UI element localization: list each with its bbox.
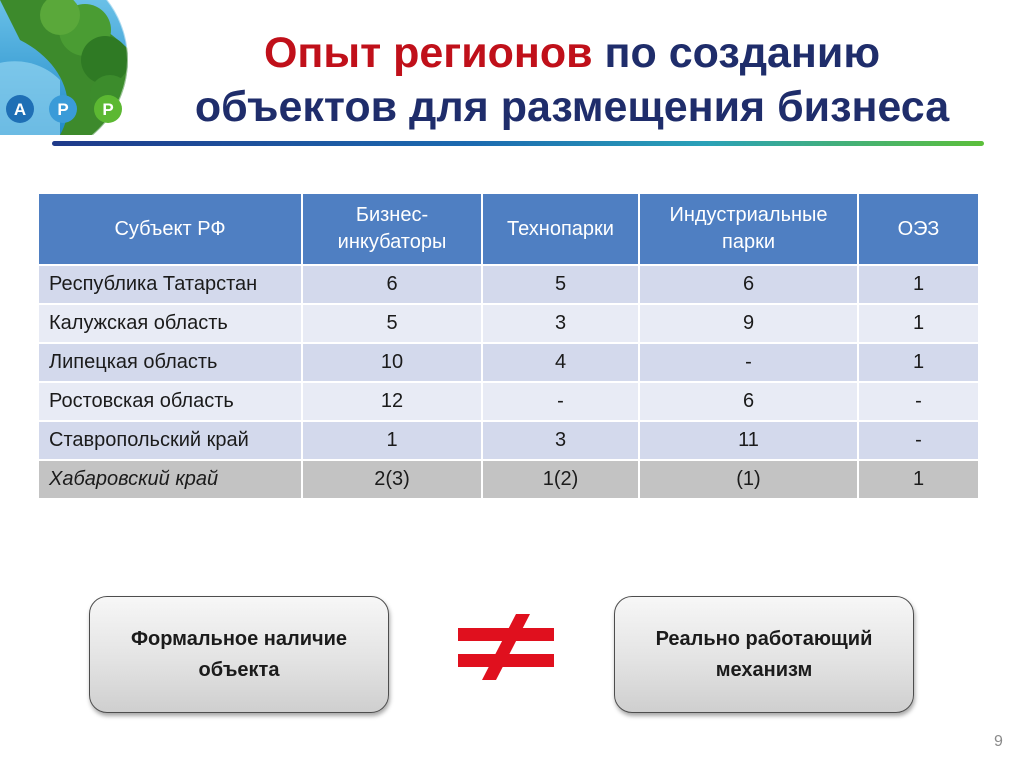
working-mechanism-label: Реально работающий механизм (655, 627, 873, 681)
region-cell: Хабаровский край (38, 460, 302, 499)
sez-cell: 1 (858, 265, 979, 304)
logo-letter-r1 (49, 95, 77, 123)
industrial-parks-cell: - (639, 343, 858, 382)
title-accent: Опыт регионов (263, 29, 593, 77)
header-region: Субъект РФ (38, 193, 302, 265)
technoparks-cell: 4 (482, 343, 639, 382)
incubators-cell: 12 (302, 382, 482, 421)
technoparks-cell: - (482, 382, 639, 421)
region-cell: Ставропольский край (38, 421, 302, 460)
table-row (38, 382, 979, 421)
region-cell: Липецкая область (38, 343, 302, 382)
incubators-cell: 2(3) (302, 460, 482, 499)
table-row (38, 421, 979, 460)
logo-letter-r2 (94, 95, 122, 123)
table-row (38, 460, 979, 499)
header-industrial-parks: Индустриальные парки (639, 193, 858, 265)
not-equal-icon (456, 614, 556, 680)
header-technoparks: Технопарки (482, 193, 639, 265)
header-incubators: Бизнес-инкубаторы (302, 193, 482, 265)
title-line-2: объектов для размещения бизнеса (194, 83, 950, 131)
technoparks-cell: 5 (482, 265, 639, 304)
incubators-cell: 1 (302, 421, 482, 460)
formal-presence-label: Формальное наличие объекта (130, 627, 348, 681)
sez-cell: 1 (858, 460, 979, 499)
sez-cell: - (858, 382, 979, 421)
incubators-cell: 5 (302, 304, 482, 343)
page-title (132, 26, 1012, 134)
technoparks-cell: 3 (482, 304, 639, 343)
svg-text:Р: Р (102, 100, 114, 119)
technoparks-cell: 1(2) (482, 460, 639, 499)
industrial-parks-cell: 6 (639, 382, 858, 421)
incubators-cell: 10 (302, 343, 482, 382)
svg-text:Р: Р (57, 100, 69, 119)
title-rest: по созданию (592, 29, 881, 77)
svg-text:А: А (13, 100, 27, 119)
region-cell: Калужская область (38, 304, 302, 343)
region-cell: Ростовская область (38, 382, 302, 421)
sez-cell: - (858, 421, 979, 460)
arr-logo (0, 0, 135, 135)
table-row (38, 265, 979, 304)
sez-cell: 1 (858, 343, 979, 382)
logo-letter-a (6, 95, 34, 123)
industrial-parks-cell: (1) (639, 460, 858, 499)
sez-cell: 1 (858, 304, 979, 343)
header-sez: ОЭЗ (858, 193, 979, 265)
region-cell: Республика Татарстан (38, 265, 302, 304)
industrial-parks-cell: 9 (639, 304, 858, 343)
table-row (38, 343, 979, 382)
table-row (38, 304, 979, 343)
technoparks-cell: 3 (482, 421, 639, 460)
table-header-row (38, 193, 979, 265)
title-line-1 (132, 26, 1012, 80)
formal-presence-box (89, 596, 389, 713)
industrial-parks-cell: 6 (639, 265, 858, 304)
title-underline (52, 141, 984, 146)
working-mechanism-box (614, 596, 914, 713)
regions-table (37, 192, 980, 500)
page-number: 9 (994, 733, 1003, 750)
industrial-parks-cell: 11 (639, 421, 858, 460)
incubators-cell: 6 (302, 265, 482, 304)
